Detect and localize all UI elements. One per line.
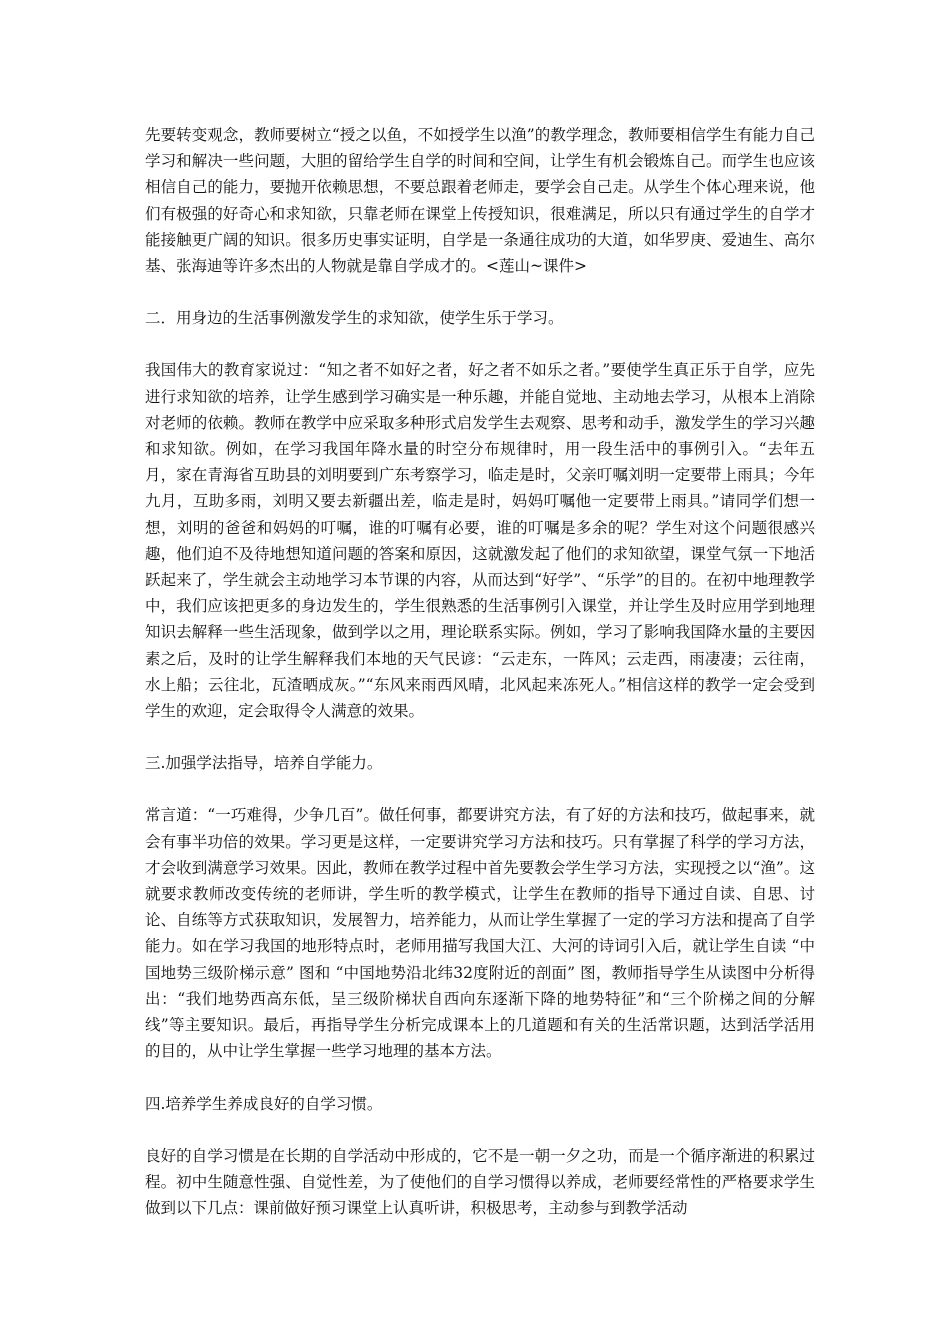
paragraph-section-4: 良好的自学习惯是在长期的自学活动中形成的，它不是一朝一夕之功，而是一个循序渐进的积累过程。初中生随意性强、自觉性差，为了使他们的自学习惯得以养成，老师要经常性的严格要求学生做到以下几点：课前做好预习课堂上认真听讲，积极思考，主动参与到教学活动: [145, 1146, 815, 1218]
section-heading-2: 二．用身边的生活事例激发学生的求知欲，使学生乐于学习。: [145, 309, 564, 328]
document-body: [145, 122, 815, 1221]
section-heading-3: 三.加强学法指导，培养自学能力。: [145, 754, 383, 773]
paragraph-intro: 先要转变观念，教师要树立“授之以鱼，不如授学生以渔”的教学理念，教师要相信学生有能力自己学习和解决一些问题，大胆的留给学生自学的时间和空间，让学生有机会锻炼自己。而学生也应该相信自己的能力，要抛开依赖思想，不要总跟着老师走，要学会自己走。从学生个体心理来说，他们有极强的好奇心和求知欲，只靠老师在课堂上传授知识，很难满足，所以只有通过学生的自学才能接触更广阔的知识。很多历史事实证明，自学是一条通往成功的大道，如华罗庚、爱迪生、高尔基、张海迪等许多杰出的人物就是靠自学成才的。<莲山~课件>: [145, 126, 815, 276]
paragraph-section-2: 我国伟大的教育家说过：“知之者不如好之者，好之者不如乐之者。”要使学生真正乐于自学，应先进行求知欲的培养，让学生感到学习确实是一种乐趣，并能自觉地、主动地去学习，从根本上消除对老师的依赖。教师在教学中应采取多种形式启发学生去观察、思考和动手，激发学生的学习兴趣和求知欲。例如，在学习我国年降水量的时空分布规律时，用一段生活中的事例引入。“去年五月，家在青海省互助县的刘明要到广东考察学习，临走是时，父亲叮嘱刘明一定要带上雨具；今年九月，互助多雨，刘明又要去新疆出差，临走是时，妈妈叮嘱他一定要带上雨具。”请同学们想一想，刘明的爸爸和妈妈的叮嘱，谁的叮嘱有必要，谁的叮嘱是多余的呢？学生对这个问题很感兴趣，他们迫不及待地想知道问题的答案和原因，这就激发起了他们的求知欲望，课堂气氛一下地活跃起来了，学生就会主动地学习本节课的内容，从而达到“好学”、“乐学”的目的。在初中地理教学中，我们应该把更多的身边发生的，学生很熟悉的生活事例引入课堂，并让学生及时应用学到地理知识去解释一些生活现象，做到学以之用，理论联系实际。例如，学习了影响我国降水量的主要因素之后，及时的让学生解释我们本地的天气民谚：“云走东，一阵风；云走西，雨凄凄；云往南，水上船；云往北，瓦渣晒成灰。”“东风来雨西风晴，北风起来冻死人。”相信这样的教学一定会受到学生的欢迎，定会取得令人满意的效果。: [145, 361, 815, 721]
section-heading-4: 四.培养学生养成良好的自学习惯。: [145, 1094, 383, 1113]
paragraph-section-3: 常言道：“一巧难得，少争几百”。做任何事，都要讲究方法，有了好的方法和技巧，做起事来，就会有事半功倍的效果。学习更是这样，一定要讲究学习方法和技巧。只有掌握了科学的学习方法，才会收到满意学习效果。因此，教师在教学过程中首先要教会学生学习方法，实现授之以“渔”。这就要求教师改变传统的老师讲，学生听的教学模式，让学生在教师的指导下通过自读、自思、讨论、自练等方式获取知识，发展智力，培养能力，从而让学生掌握了一定的学习方法和提高了自学能力。如在学习我国的地形特点时，老师用描写我国大江、大河的诗词引入后，就让学生自读 “中国地势三级阶梯示意” 图和 “中国地势沿北纬32度附近的剖面” 图，教师指导学生从读图中分析得出：“我们地势西高东低，呈三级阶梯状自西向东逐渐下降的地势特征”和“三个阶梯之间的分解线”等主要知识。最后，再指导学生分析完成课本上的几道题和有关的生活常识题，达到活学活用的目的，从中让学生掌握一些学习地理的基本方法。: [145, 806, 815, 1061]
